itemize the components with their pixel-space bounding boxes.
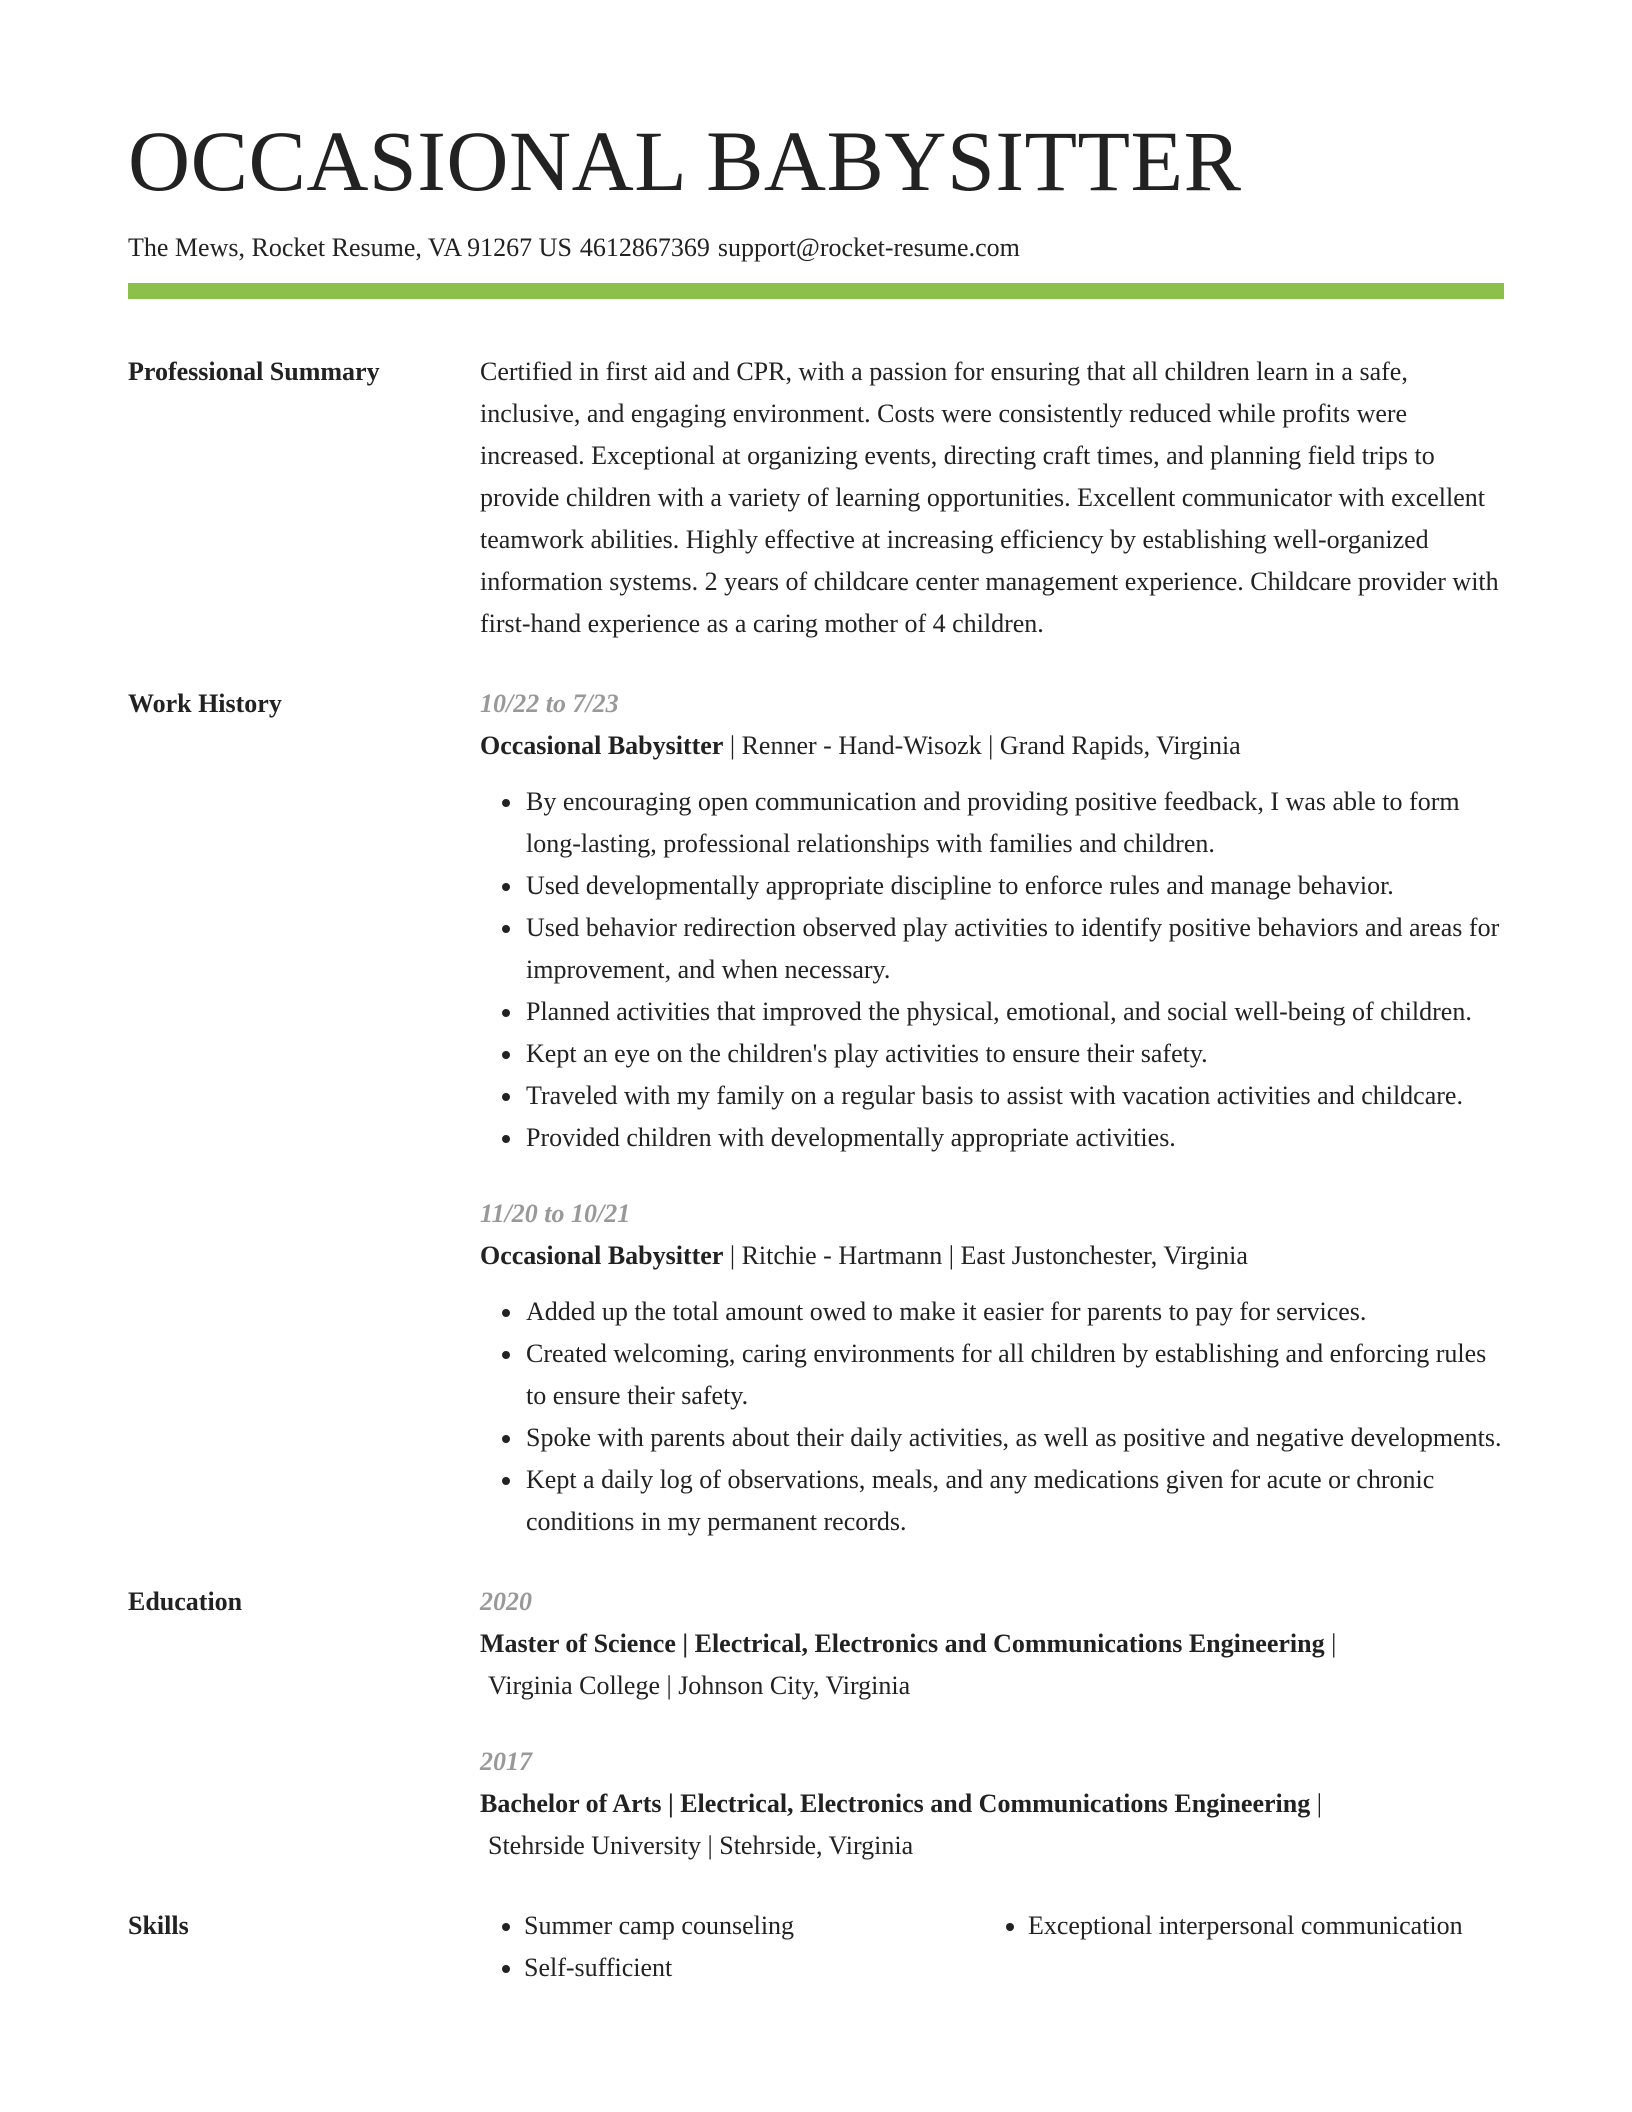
contact-address: The Mews, Rocket Resume, VA 91267 US bbox=[128, 233, 572, 262]
skills-column-right bbox=[984, 1905, 1488, 1989]
bullet-item: • Spoke with parents about their daily activities, as well as positive and negative developments. bbox=[524, 1417, 1504, 1459]
skill-item: • Summer camp counseling bbox=[524, 1905, 984, 1947]
education-body bbox=[480, 1581, 1504, 1867]
job-bullets bbox=[480, 781, 1504, 1159]
skill-item: • Exceptional interpersonal communication bbox=[1028, 1905, 1488, 1947]
bullet-item: • Provided children with developmentally appropriate activities. bbox=[524, 1117, 1504, 1159]
bullet-item: • Traveled with my family on a regular basis to assist with vacation activities and childcare. bbox=[524, 1075, 1504, 1117]
accent-rule bbox=[128, 283, 1504, 299]
education-entry bbox=[480, 1581, 1504, 1707]
skills-column-left bbox=[480, 1905, 984, 1989]
bullet-item: • By encouraging open communication and providing positive feedback, I was able to form long-lasting, professional relationships with families and children. bbox=[524, 781, 1504, 865]
school-line: Virginia College | Johnson City, Virginia bbox=[488, 1671, 911, 1701]
summary-text: Certified in first aid and CPR, with a passion for ensuring that all children learn in a safe, inclusive, and engaging environment. Costs were consistently reduced while profits were increased. Exceptional at organizing events, directing craft times, and planning field trips to provide children with a variety of learning opportunities. Excellent communicator with excellent teamwork abilities. Highly effective at increasing efficiency by establishing well-organized information systems. 2 years of childcare center management experience. Childcare provider with first-hand experience as a caring mother of 4 children. bbox=[480, 357, 1499, 639]
job-bullets bbox=[480, 1291, 1504, 1543]
degree-name: Master of Science | Electrical, Electronics and Communications Engineering bbox=[480, 1629, 1325, 1659]
skills-columns bbox=[480, 1905, 1504, 1989]
summary-section bbox=[128, 351, 1504, 645]
degree-name: Bachelor of Arts | Electrical, Electronics and Communications Engineering bbox=[480, 1789, 1311, 1819]
job-line bbox=[480, 725, 1504, 767]
bullet-item: • Kept an eye on the children's play activities to ensure their safety. bbox=[524, 1033, 1504, 1075]
work-section bbox=[128, 683, 1504, 1543]
section-label-education: Education bbox=[128, 1587, 243, 1617]
work-entry bbox=[480, 683, 1504, 1159]
summary-body bbox=[480, 351, 1504, 645]
job-title: Occasional Babysitter bbox=[480, 1241, 724, 1271]
skills-body bbox=[480, 1905, 1504, 1989]
bullet-item: • Created welcoming, caring environments for all children by establishing and enforcing rules to ensure their safety. bbox=[524, 1333, 1504, 1417]
section-label-work: Work History bbox=[128, 689, 282, 719]
skills-section bbox=[128, 1905, 1504, 1989]
job-details: | Renner - Hand-Wisozk | Grand Rapids, Virginia bbox=[723, 731, 1241, 761]
work-entry bbox=[480, 1193, 1504, 1543]
school-line: Stehrside University | Stehrside, Virginia bbox=[488, 1831, 914, 1861]
education-entry bbox=[480, 1741, 1504, 1867]
bullet-item: • Added up the total amount owed to make it easier for parents to pay for services. bbox=[524, 1291, 1504, 1333]
education-year: 2017 bbox=[480, 1747, 532, 1777]
job-title: Occasional Babysitter bbox=[480, 731, 724, 761]
work-dates: 10/22 to 7/23 bbox=[480, 689, 619, 719]
resume-page bbox=[128, 0, 1504, 1989]
degree-separator: | bbox=[1324, 1629, 1337, 1659]
contact-line bbox=[128, 232, 1504, 263]
skill-item: • Self-sufficient bbox=[524, 1947, 984, 1989]
work-dates: 11/20 to 10/21 bbox=[480, 1199, 631, 1229]
section-label-skills: Skills bbox=[128, 1911, 189, 1941]
contact-email: support@rocket-resume.com bbox=[717, 233, 1020, 262]
education-section bbox=[128, 1581, 1504, 1867]
job-details: | Ritchie - Hartmann | East Justonchester, Virginia bbox=[723, 1241, 1248, 1271]
bullet-item: • Used developmentally appropriate discipline to enforce rules and manage behavior. bbox=[524, 865, 1504, 907]
bullet-item: • Planned activities that improved the physical, emotional, and social well-being of children. bbox=[524, 991, 1504, 1033]
bullet-item: • Used behavior redirection observed play activities to identify positive behaviors and areas for improvement, and when necessary. bbox=[524, 907, 1504, 991]
work-body bbox=[480, 683, 1504, 1543]
degree-line bbox=[480, 1783, 1504, 1825]
job-line bbox=[480, 1235, 1504, 1277]
education-year: 2020 bbox=[480, 1587, 532, 1617]
section-label-summary: Professional Summary bbox=[128, 357, 380, 387]
contact-phone: 4612867369 bbox=[579, 233, 710, 262]
bullet-item: • Kept a daily log of observations, meals, and any medications given for acute or chronic conditions in my permanent records. bbox=[524, 1459, 1504, 1543]
candidate-name: OCCASIONAL BABYSITTER bbox=[128, 113, 1242, 209]
degree-line bbox=[480, 1623, 1504, 1665]
degree-separator: | bbox=[1310, 1789, 1322, 1819]
